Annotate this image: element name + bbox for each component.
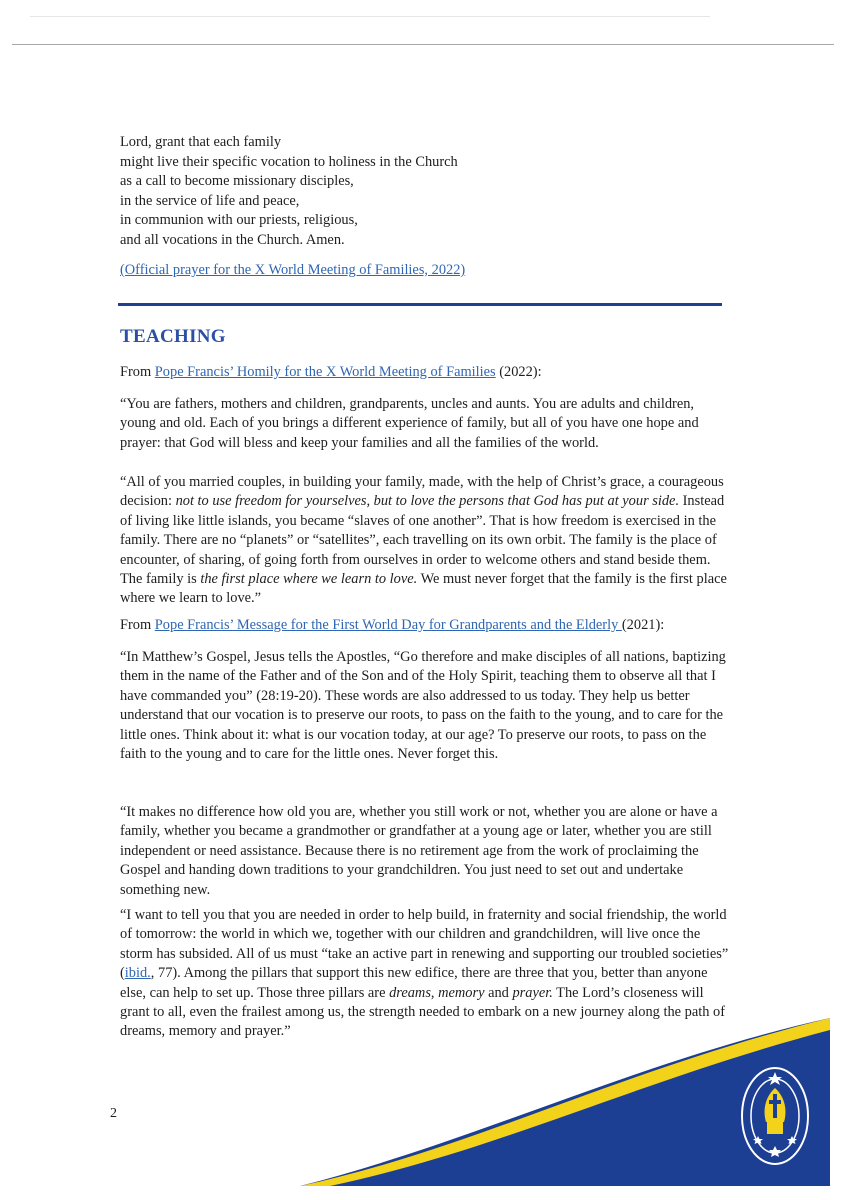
- emphasis-text: dreams: [389, 984, 431, 1001]
- text-span: , 77). Among the pillars that support this new edifice, there are three that you, better than anyone else, can help to set up. Those three pillars are: [120, 965, 708, 1001]
- prayer-line: as a call to become missionary disciples,: [120, 173, 354, 189]
- intro-prefix: From: [120, 617, 155, 633]
- emphasis-text: not to use freedom for yourselves, but to love the persons that God has put at your side.: [175, 493, 680, 510]
- text-span: “All of you married couples, in building your family, made, with the help of Christ’s grace, a courageous decision:: [120, 474, 724, 510]
- homily-paragraph-1: “You are fathers, mothers and children, grandparents, uncles and aunts. You are adults and children, young and old. Each of you brings a different experience of family, but all of you have one hope and prayer: that God will bless and keep your families and all the families of the world.: [120, 396, 699, 451]
- text-span: The Lord’s closeness will grant to all, even the frailest among us, the strength needed to embark on a new journey along the path of dreams, memory and prayer.”: [120, 984, 726, 1040]
- emphasis-text: prayer.: [512, 984, 553, 1001]
- message-paragraph-1: “In Matthew’s Gospel, Jesus tells the Apostles, “Go therefore and make disciples of all nations, baptizing them in the name of the Father and of the Son and of the Holy Spirit, teaching them to observe all that I have commanded you” (28:19-20). These words are also addressed to us today. They help us better understand that our vocation is to preserve our roots, to pass on the faith to the young, and to care for the little ones. Think about it: what is our vocation today, at our age? To preserve our roots, to pass on the faith to the young and to care for the little ones. Never forget this.: [120, 649, 726, 763]
- prayer-source-link[interactable]: (Official prayer for the X World Meeting of Families, 2022): [120, 262, 466, 278]
- episcopal-seal-icon: [738, 1064, 812, 1168]
- page-number: 2: [110, 1106, 117, 1121]
- prayer-line: Lord, grant that each family: [120, 134, 282, 150]
- intro-suffix: (2021):: [621, 617, 665, 633]
- prayer-line: in communion with our priests, religious,: [120, 212, 358, 228]
- emphasis-text: the first place where we learn to love.: [200, 571, 418, 588]
- text-span: We must never forget that the family is the first place where we learn to love.”: [120, 571, 727, 607]
- text-span: ,: [430, 984, 439, 1001]
- text-span: and: [484, 984, 513, 1001]
- prayer-line: in the service of life and peace,: [120, 192, 300, 209]
- homily-link[interactable]: Pope Francis’ Homily for the X World Meeting of Families: [154, 364, 496, 380]
- intro-suffix: (2022):: [495, 364, 542, 380]
- text-span: “I want to tell you that you are needed in order to help build, in fraternity and social friendship, the world of tomorrow: the world in which we, together with our children and grandchildren, will live once the storm has subsided. All of us must “take an active part in renewing and supporting our troubled societies” (: [120, 907, 729, 982]
- message-link[interactable]: Pope Francis’ Message for the First World Day for Grandparents and the Elderly: [154, 617, 622, 633]
- message-paragraph-2: “It makes no difference how old you are, whether you still work or not, whether you are alone or have a family, whether you became a grandmother or grandfather at a young age or later, whether you are still independent or need assistance. Because there is no retirement age from the work of proclaiming the Gospel and handing down traditions to your grandchildren. You just need to set out and undertake something new.: [120, 804, 718, 898]
- prayer-line: might live their specific vocation to holiness in the Church: [120, 153, 458, 170]
- intro-prefix: From: [120, 364, 155, 380]
- text-span: Instead of living like little islands, you became “slaves of one another”. That is how freedom is exercised in the family. There are no “planets” or “satellites”, each travelling on its own orbit. The family is the place of encounter, of sharing, of going forth from ourselves in order to welcome others and stand beside them. The family is: [120, 493, 725, 588]
- prayer-line: and all vocations in the Church. Amen.: [120, 231, 345, 248]
- ibid-link[interactable]: ibid.: [124, 965, 151, 982]
- emphasis-text: memory: [438, 984, 485, 1001]
- section-heading: TEACHING: [120, 326, 226, 347]
